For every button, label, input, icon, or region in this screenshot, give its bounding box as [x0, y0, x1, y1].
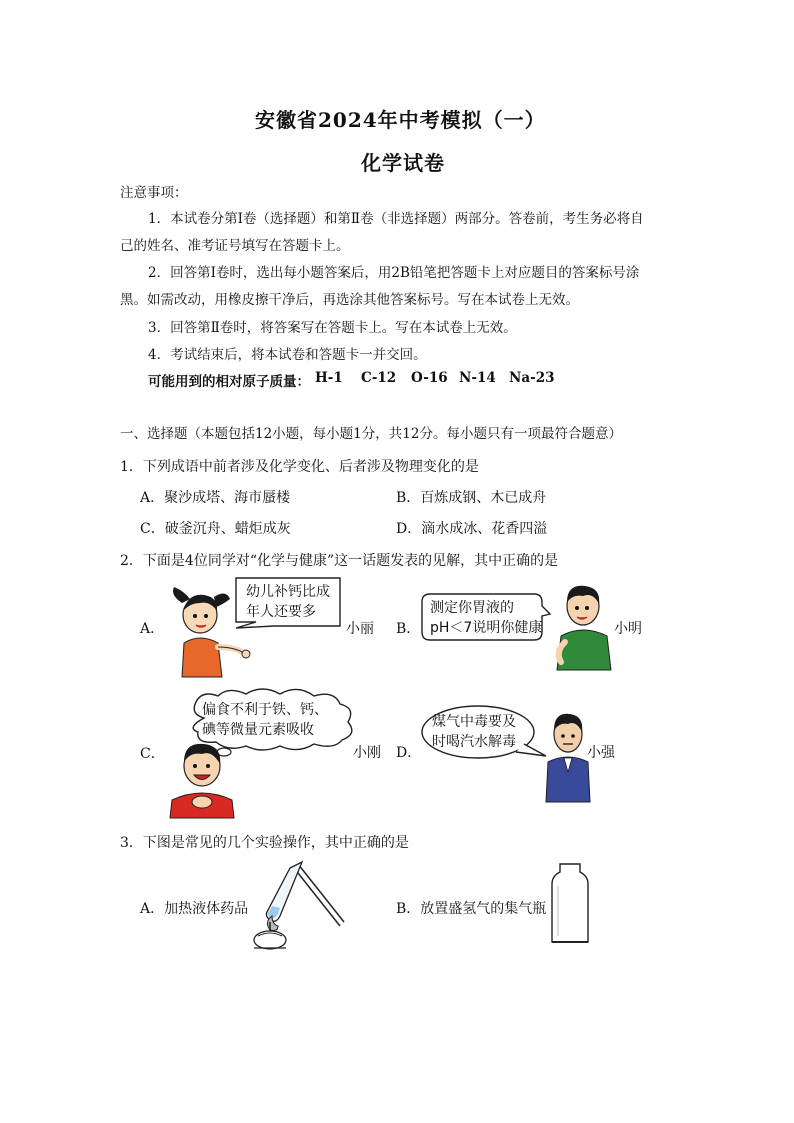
- q2-option-d-letter: D．: [396, 745, 422, 761]
- notice-item-3: 3．回答第Ⅱ卷时，将答案写在答题卡上。写在本试卷上无效。: [148, 320, 517, 336]
- q2-option-a-letter: A．: [140, 621, 165, 637]
- boy-red-figure-icon: [166, 742, 238, 818]
- section-1-heading: 一、选择题（本题包括12小题，每小题1分，共12分。每小题只有一项最符合题意）: [120, 426, 622, 442]
- page-title: 安徽省2024年中考模拟（一）: [255, 108, 546, 132]
- q1-option-b: B．百炼成钢、木已成舟: [396, 490, 547, 506]
- q2-option-b-letter: B．: [396, 621, 421, 637]
- bubble-d-line-2: 时喝汽水解毒: [432, 734, 516, 750]
- notice-item-1-line-1: 1．本试卷分第Ⅰ卷（选择题）和第Ⅱ卷（非选择题）两部分。答卷前，考生务必将自: [148, 211, 644, 227]
- notice-item-1-line-2: 己的姓名、准考证号填写在答题卡上。: [120, 238, 350, 254]
- gas-jar-icon: [548, 862, 592, 946]
- bubble-a-line-2: 年人还要多: [246, 604, 316, 620]
- bubble-c-line-1: 偏食不利于铁、钙、: [202, 702, 328, 718]
- q1-stem: 1．下列成语中前者涉及化学变化、后者涉及物理变化的是: [120, 459, 479, 475]
- atomic-mass-na: Na-23: [509, 370, 555, 386]
- q2-option-d-name: 小强: [587, 745, 615, 761]
- q1-option-a: A．聚沙成塔、海市蜃楼: [140, 490, 291, 506]
- bubble-d-line-1: 煤气中毒要及: [432, 714, 516, 730]
- q2-option-c-letter: C．: [140, 746, 165, 762]
- atomic-mass-h: H-1: [315, 370, 343, 386]
- q1-option-d: D．滴水成冰、花香四溢: [396, 521, 548, 537]
- q2-option-b-name: 小明: [614, 621, 642, 637]
- atomic-mass-label: 可能用到的相对原子质量：: [148, 374, 310, 390]
- notice-item-4: 4．考试结束后，将本试卷和答题卡一并交回。: [148, 347, 427, 363]
- q2-option-a-name: 小丽: [346, 621, 374, 637]
- q3-option-b: B．放置盛氢气的集气瓶: [396, 901, 547, 917]
- atomic-mass-o: O-16: [411, 370, 448, 386]
- q1-option-c: C．破釜沉舟、蜡炬成灰: [140, 521, 291, 537]
- atomic-mass-n: N-14: [459, 370, 496, 386]
- notice-heading: 注意事项：: [120, 185, 188, 201]
- notice-item-2-line-1: 2．回答第Ⅰ卷时，选出每小题答案后，用2B铅笔把答题卡上对应题目的答案标号涂: [148, 265, 640, 281]
- boy-figure-icon: [553, 582, 615, 672]
- q2-stem: 2．下面是4位同学对“化学与健康”这一话题发表的见解，其中正确的是: [120, 553, 559, 569]
- q3-option-a: A．加热液体药品: [140, 901, 249, 917]
- bubble-b-line-2: pH＜7说明你健康: [430, 620, 543, 636]
- atomic-mass-c: C-12: [361, 370, 397, 386]
- q2-option-c-name: 小刚: [353, 745, 381, 761]
- page-subtitle: 化学试卷: [361, 151, 445, 175]
- test-tube-heating-icon: [250, 860, 350, 950]
- bubble-b-line-1: 测定你胃液的: [430, 600, 514, 616]
- notice-item-2-line-2: 黑。如需改动，用橡皮擦干净后，再选涂其他答案标号。写在本试卷上无效。: [120, 292, 579, 308]
- bubble-c-line-2: 碘等微量元素吸收: [202, 722, 314, 738]
- bubble-a-line-1: 幼儿补钙比成: [246, 584, 330, 600]
- q3-stem: 3．下图是常见的几个实验操作，其中正确的是: [120, 835, 409, 851]
